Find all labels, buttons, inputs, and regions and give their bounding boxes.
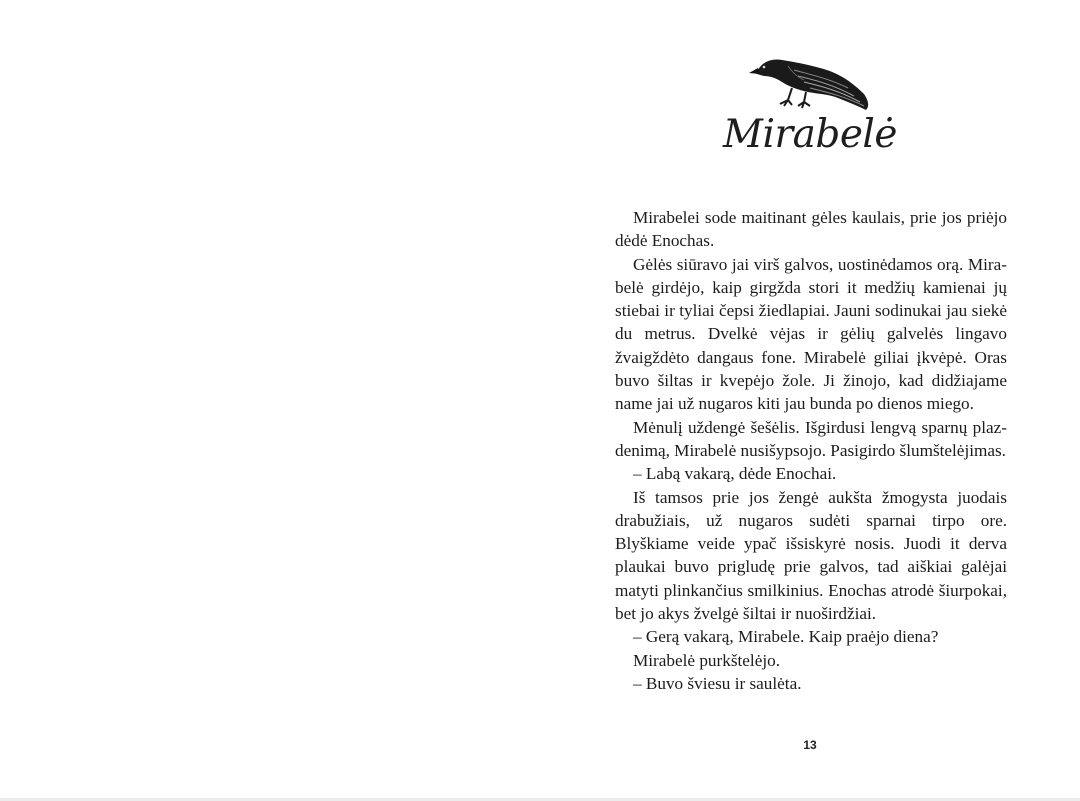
paragraph: Mirabelė purkštelėjo. <box>633 650 781 670</box>
page-number: 13 <box>803 738 817 752</box>
right-page <box>540 0 1080 801</box>
raven-icon <box>748 48 872 118</box>
paragraph: Gėlės siūravo jai virš galvos, uostinėdamos orą. Mirabelė girdėjo, kaip girgžda stori it medžių kamienai jų stiebai ir tyliai čepsi žiedlapiai. Jauni sodinukai jau siekė du metrus. Dvelkė vėjas ir gėlių galvelės lingavo žvaigždėto dangaus fone. Mirabelė giliai įkvėpė. Oras buvo šiltas ir kvepėjo žole. Ji žinojo, kad didžiajame name jai už nugaros kiti jau bunda po dienos miego. <box>615 254 1007 414</box>
dialogue-line: – Buvo šviesu ir saulėta. <box>633 673 802 693</box>
paragraph: Mėnulį uždengė šešėlis. Išgirdusi lengvą sparnų plazdenimą, Mirabelė nusišypsojo. Pasigirdo šlumštelėjimas. <box>615 417 1007 460</box>
dialogue-line: – Labą vakarą, dėde Enochai. <box>633 464 837 484</box>
paragraph: Mirabelei sode maitinant gėles kaulais, prie jos priėjo dėdė Enochas. <box>615 208 1007 251</box>
dialogue-line: – Gerą vakarą, Mirabele. Kaip praėjo diena? <box>633 627 939 647</box>
chapter-title: Mirabelė <box>723 112 897 157</box>
paragraph: Iš tamsos prie jos žengė aukšta žmogysta juodais drabužiais, už nugaros sudėti sparnai tirpo ore. Blyškiame veide ypač išsiskyrė nosis. Juodi it derva plaukai buvo prigludę prie galvos, tad aiškiai galėjai matyti plinkančius smilkinius. Enochas atrodė šiurpokai, bet jo akys žvelgė šiltai ir nuoširdžiai. <box>615 487 1007 624</box>
body-text <box>615 206 1007 695</box>
